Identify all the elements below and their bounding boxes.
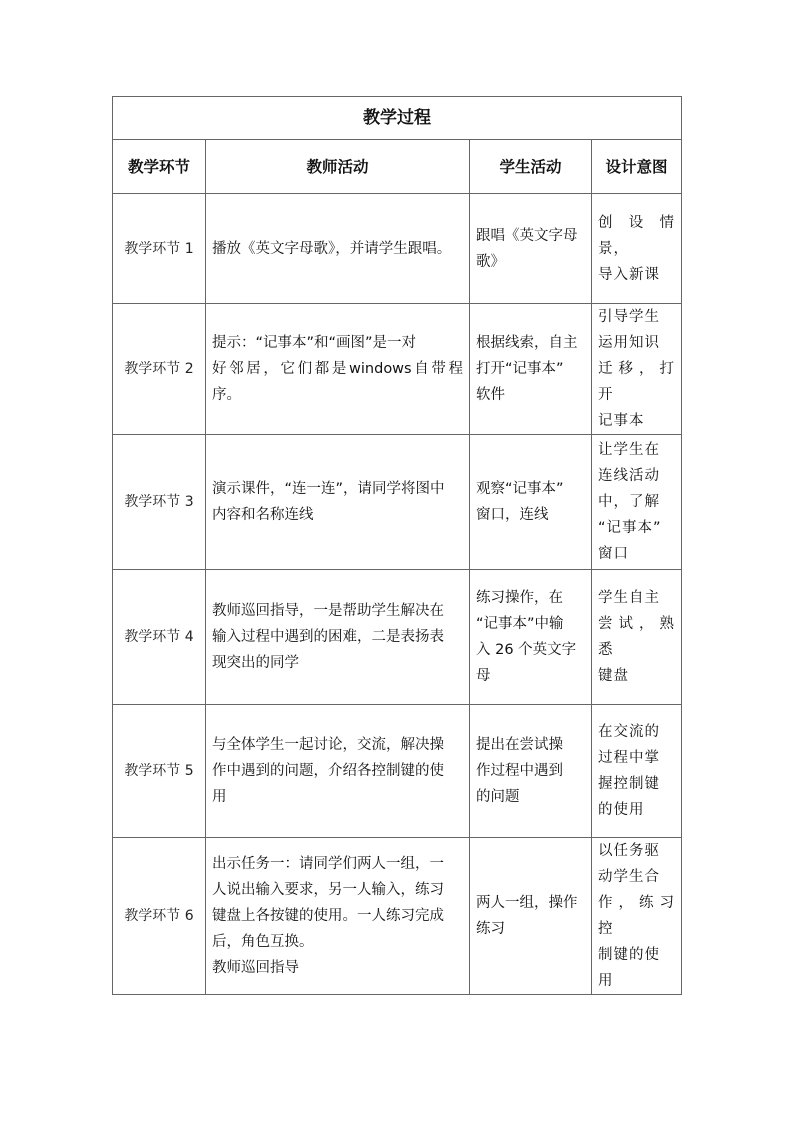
header-student-activity: 学生活动 bbox=[470, 140, 592, 194]
text-line: “记事本”中输 bbox=[476, 616, 564, 632]
text-line: 打开“记事本” bbox=[476, 361, 564, 377]
text-line: 的使用 bbox=[598, 802, 645, 818]
text-line: 作中遇到的问题，介绍各控制键的使 bbox=[212, 763, 444, 779]
text-line: 软件 bbox=[476, 387, 505, 403]
text-line: 键盘 bbox=[598, 668, 629, 684]
text-line: 让学生在 bbox=[598, 442, 660, 458]
text-line: 引导学生 bbox=[598, 309, 660, 325]
text-line: 歌》 bbox=[476, 253, 505, 270]
text-line: 尝试，熟悉 bbox=[598, 616, 675, 658]
stage-cell: 教学环节 5 bbox=[113, 705, 206, 838]
student-activity-cell bbox=[470, 304, 592, 435]
student-activity-cell bbox=[470, 194, 592, 304]
table-row bbox=[113, 838, 682, 995]
text-line: 中，了解 bbox=[598, 494, 660, 510]
table-row bbox=[113, 304, 682, 435]
text-line: 观察“记事本” bbox=[476, 481, 564, 497]
design-intent-cell bbox=[592, 304, 682, 435]
text-line: 用 bbox=[212, 789, 227, 805]
text-line: 制键的使 bbox=[598, 947, 660, 963]
text-line: 现突出的同学 bbox=[212, 655, 299, 671]
design-intent-cell bbox=[592, 570, 682, 705]
text-line: 记事本 bbox=[598, 413, 645, 429]
text-line: 练习操作，在 bbox=[476, 590, 563, 606]
stage-cell: 教学环节 1 bbox=[113, 194, 206, 304]
design-intent-cell bbox=[592, 435, 682, 570]
text-line: 演示课件，“连一连”，请同学将图中 bbox=[212, 481, 445, 497]
stage-cell: 教学环节 3 bbox=[113, 435, 206, 570]
text-line: 在交流的 bbox=[598, 724, 660, 740]
design-intent-cell bbox=[592, 194, 682, 304]
text-line: 键盘上各按键的使用。一人练习完成 bbox=[212, 908, 444, 924]
text-line: 教师巡回指导 bbox=[212, 960, 299, 976]
text-line: 握控制键 bbox=[598, 776, 660, 792]
text-line: 教师巡回指导，一是帮助学生解决在 bbox=[212, 603, 444, 619]
teacher-activity-cell bbox=[206, 838, 470, 995]
stage-cell: 教学环节 4 bbox=[113, 570, 206, 705]
teaching-process-table bbox=[112, 96, 682, 995]
student-activity-cell bbox=[470, 435, 592, 570]
text-line: 连线活动 bbox=[598, 468, 660, 484]
text-line: 练习 bbox=[476, 921, 505, 937]
table-title: 教学过程 bbox=[113, 97, 682, 140]
text-line: 用 bbox=[598, 973, 614, 989]
student-activity-cell bbox=[470, 705, 592, 838]
design-intent-cell bbox=[592, 705, 682, 838]
design-intent-cell bbox=[592, 838, 682, 995]
text-line: 作，练习控 bbox=[598, 895, 675, 937]
teacher-activity-cell bbox=[206, 194, 470, 304]
text-line: 两人一组，操作 bbox=[476, 895, 578, 911]
table-row bbox=[113, 435, 682, 570]
text-line: 提示：“记事本”和“画图”是一对 bbox=[212, 335, 417, 351]
text-line: 与全体学生一起讨论，交流，解决操 bbox=[212, 737, 444, 753]
text-line: 提出在尝试操 bbox=[476, 737, 563, 753]
student-activity-cell bbox=[470, 838, 592, 995]
text-line: 好邻居，它们都是windows自带程序。 bbox=[212, 361, 463, 403]
teacher-activity-cell bbox=[206, 705, 470, 838]
text-line: 窗口，连线 bbox=[476, 507, 549, 523]
text-line: 窗口 bbox=[598, 546, 629, 562]
text-line: 创设情景， bbox=[598, 214, 675, 257]
text-line: 播放《英文字母歌》，并请学生跟唱。 bbox=[212, 240, 452, 257]
text-line: 过程中掌 bbox=[598, 750, 660, 766]
text-line: 学生自主 bbox=[598, 590, 660, 606]
text-line: 迁移，打开 bbox=[598, 361, 675, 403]
teacher-activity-cell bbox=[206, 435, 470, 570]
student-activity-cell bbox=[470, 570, 592, 705]
text-line: 跟唱《英文字母 bbox=[476, 227, 578, 244]
header-stage: 教学环节 bbox=[113, 140, 206, 194]
text-line: 作过程中遇到 bbox=[476, 763, 563, 779]
table-header-row bbox=[113, 140, 682, 194]
text-line: 内容和名称连线 bbox=[212, 507, 314, 523]
stage-cell: 教学环节 6 bbox=[113, 838, 206, 995]
text-line: 母 bbox=[476, 668, 491, 684]
table-row bbox=[113, 570, 682, 705]
text-line: 的问题 bbox=[476, 789, 520, 805]
teacher-activity-cell bbox=[206, 304, 470, 435]
header-teacher-activity: 教师活动 bbox=[206, 140, 470, 194]
text-line: 导入新课 bbox=[598, 266, 660, 283]
text-line: 输入过程中遇到的困难，二是表扬表 bbox=[212, 629, 444, 645]
teacher-activity-cell bbox=[206, 570, 470, 705]
header-design-intent: 设计意图 bbox=[592, 140, 682, 194]
stage-cell: 教学环节 2 bbox=[113, 304, 206, 435]
text-line: 以任务驱 bbox=[598, 843, 660, 859]
text-line: 出示任务一：请同学们两人一组，一 bbox=[212, 856, 444, 872]
text-line: 入 26 个英文字 bbox=[476, 642, 577, 658]
text-line: 后，角色互换。 bbox=[212, 934, 314, 950]
table-title-row bbox=[113, 97, 682, 140]
text-line: 人说出输入要求，另一人输入，练习 bbox=[212, 882, 444, 898]
text-line: 动学生合 bbox=[598, 869, 660, 885]
text-line: 根据线索，自主 bbox=[476, 335, 578, 351]
table-row bbox=[113, 705, 682, 838]
text-line: “记事本” bbox=[598, 520, 662, 536]
table-row bbox=[113, 194, 682, 304]
text-line: 运用知识 bbox=[598, 335, 660, 351]
